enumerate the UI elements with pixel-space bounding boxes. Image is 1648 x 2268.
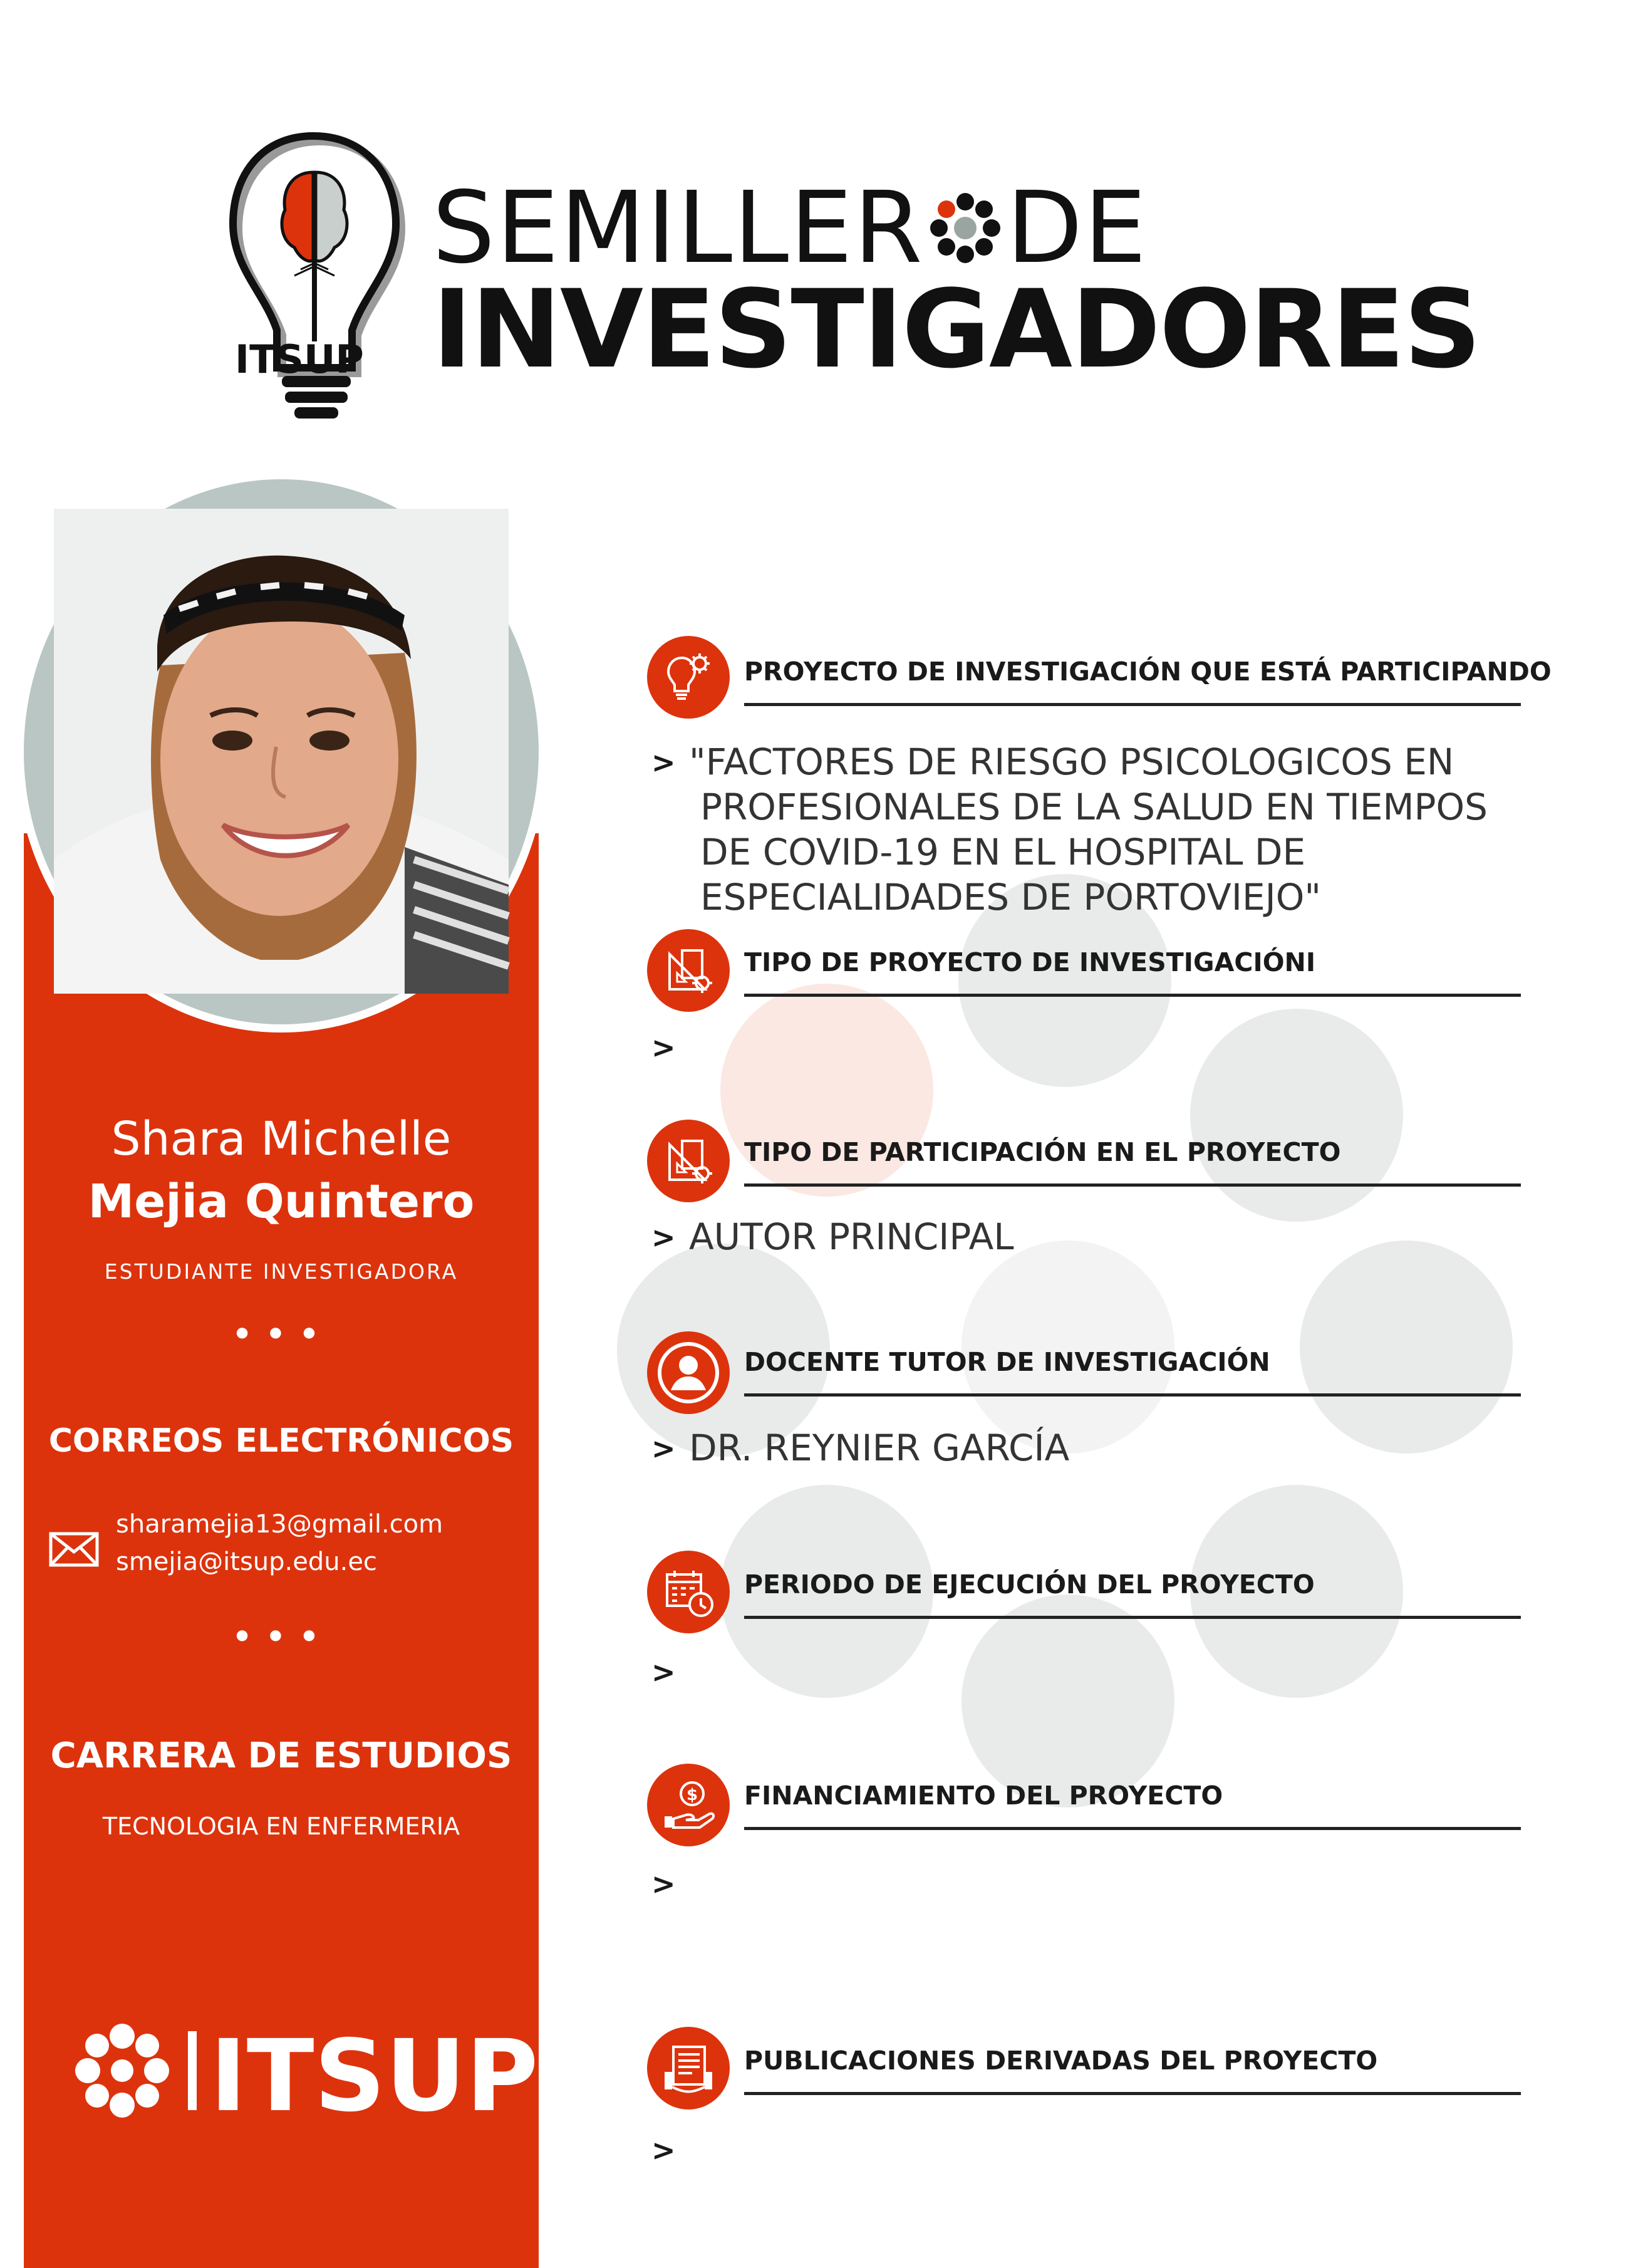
project-type-heading: TIPO DE PROYECTO DE INVESTIGACIÓNI	[744, 947, 1316, 977]
money-hand-icon	[647, 1764, 730, 1846]
bg-circle	[1300, 1241, 1513, 1454]
chevron-right-icon: >	[651, 746, 676, 779]
itsup-footer-text: ITSUP	[210, 2019, 539, 2134]
chevron-right-icon: >	[651, 1432, 676, 1465]
project-title-line: DE COVID-19 EN EL HOSPITAL DE	[700, 831, 1306, 873]
email-address[interactable]: sharamejia13@gmail.com	[116, 1510, 443, 1539]
calendar-clock-icon	[647, 1551, 730, 1633]
bg-circle	[1190, 1009, 1403, 1222]
emails-heading: CORREOS ELECTRÓNICOS	[48, 1422, 514, 1460]
title-part2: DE	[1006, 170, 1148, 286]
section-divider	[744, 994, 1521, 997]
user-icon	[647, 1331, 730, 1414]
publications-heading: PUBLICACIONES DERIVADAS DEL PROYECTO	[744, 2046, 1378, 2076]
chevron-right-icon: >	[651, 1867, 676, 1901]
participation-type-heading: TIPO DE PARTICIPACIÓN EN EL PROYECTO	[744, 1137, 1341, 1167]
student-first-name: Shara Michelle	[111, 1112, 452, 1166]
separator-dots: •••	[231, 1313, 332, 1356]
section-divider	[744, 703, 1521, 706]
lightbulb-gear-icon	[647, 636, 730, 719]
itsup-bulb-logo	[232, 135, 407, 448]
avatar	[54, 509, 509, 994]
svg-text:$: $	[687, 1786, 698, 1804]
student-last-name: Mejia Quintero	[88, 1175, 475, 1229]
participation-type-value: AUTOR PRINCIPAL	[689, 1215, 1014, 1258]
career-value: TECNOLOGIA EN ENFERMERIA	[102, 1813, 460, 1840]
section-divider	[744, 1616, 1521, 1619]
page-title-line1	[432, 170, 1148, 286]
section-divider	[744, 1827, 1521, 1830]
project-title-line: PROFESIONALES DE LA SALUD EN TIEMPOS	[700, 786, 1488, 828]
envelope-icon	[49, 1532, 99, 1567]
tutor-value: DR. REYNIER GARCÍA	[689, 1427, 1070, 1469]
section-divider	[744, 1393, 1521, 1397]
design-tools-icon	[647, 1120, 730, 1202]
career-heading: CARRERA DE ESTUDIOS	[50, 1735, 512, 1776]
newspaper-icon	[647, 2027, 730, 2109]
itsup-footer-logo	[69, 2017, 539, 2134]
chevron-right-icon: >	[651, 1220, 676, 1254]
logo-bulb-text: ITSUP	[235, 336, 364, 382]
email-address[interactable]: smejia@itsup.edu.ec	[116, 1548, 377, 1576]
seed-logo-icon	[928, 190, 1003, 266]
section-divider	[744, 1183, 1521, 1187]
page-title-line2: INVESTIGADORES	[432, 266, 1480, 392]
tutor-heading: DOCENTE TUTOR DE INVESTIGACIÓN	[744, 1347, 1270, 1377]
bg-circle	[961, 1594, 1174, 1808]
chevron-right-icon: >	[651, 1655, 676, 1689]
section-divider	[744, 2092, 1521, 2095]
design-tools-icon	[647, 929, 730, 1012]
project-title-line: ESPECIALIDADES DE PORTOVIEJO"	[700, 876, 1322, 918]
funding-heading: FINANCIAMIENTO DEL PROYECTO	[744, 1781, 1223, 1811]
project-heading: PROYECTO DE INVESTIGACIÓN QUE ESTÁ PARTICIPANDO	[744, 657, 1552, 687]
student-role: ESTUDIANTE INVESTIGADORA	[104, 1259, 459, 1284]
chevron-right-icon: >	[651, 1031, 676, 1064]
chevron-right-icon: >	[651, 2133, 676, 2167]
title-part1: SEMILLER	[432, 170, 924, 286]
period-heading: PERIODO DE EJECUCIÓN DEL PROYECTO	[744, 1569, 1315, 1600]
project-title-line: "FACTORES DE RIESGO PSICOLOGICOS EN	[689, 741, 1454, 783]
separator-dots: •••	[231, 1615, 332, 1659]
